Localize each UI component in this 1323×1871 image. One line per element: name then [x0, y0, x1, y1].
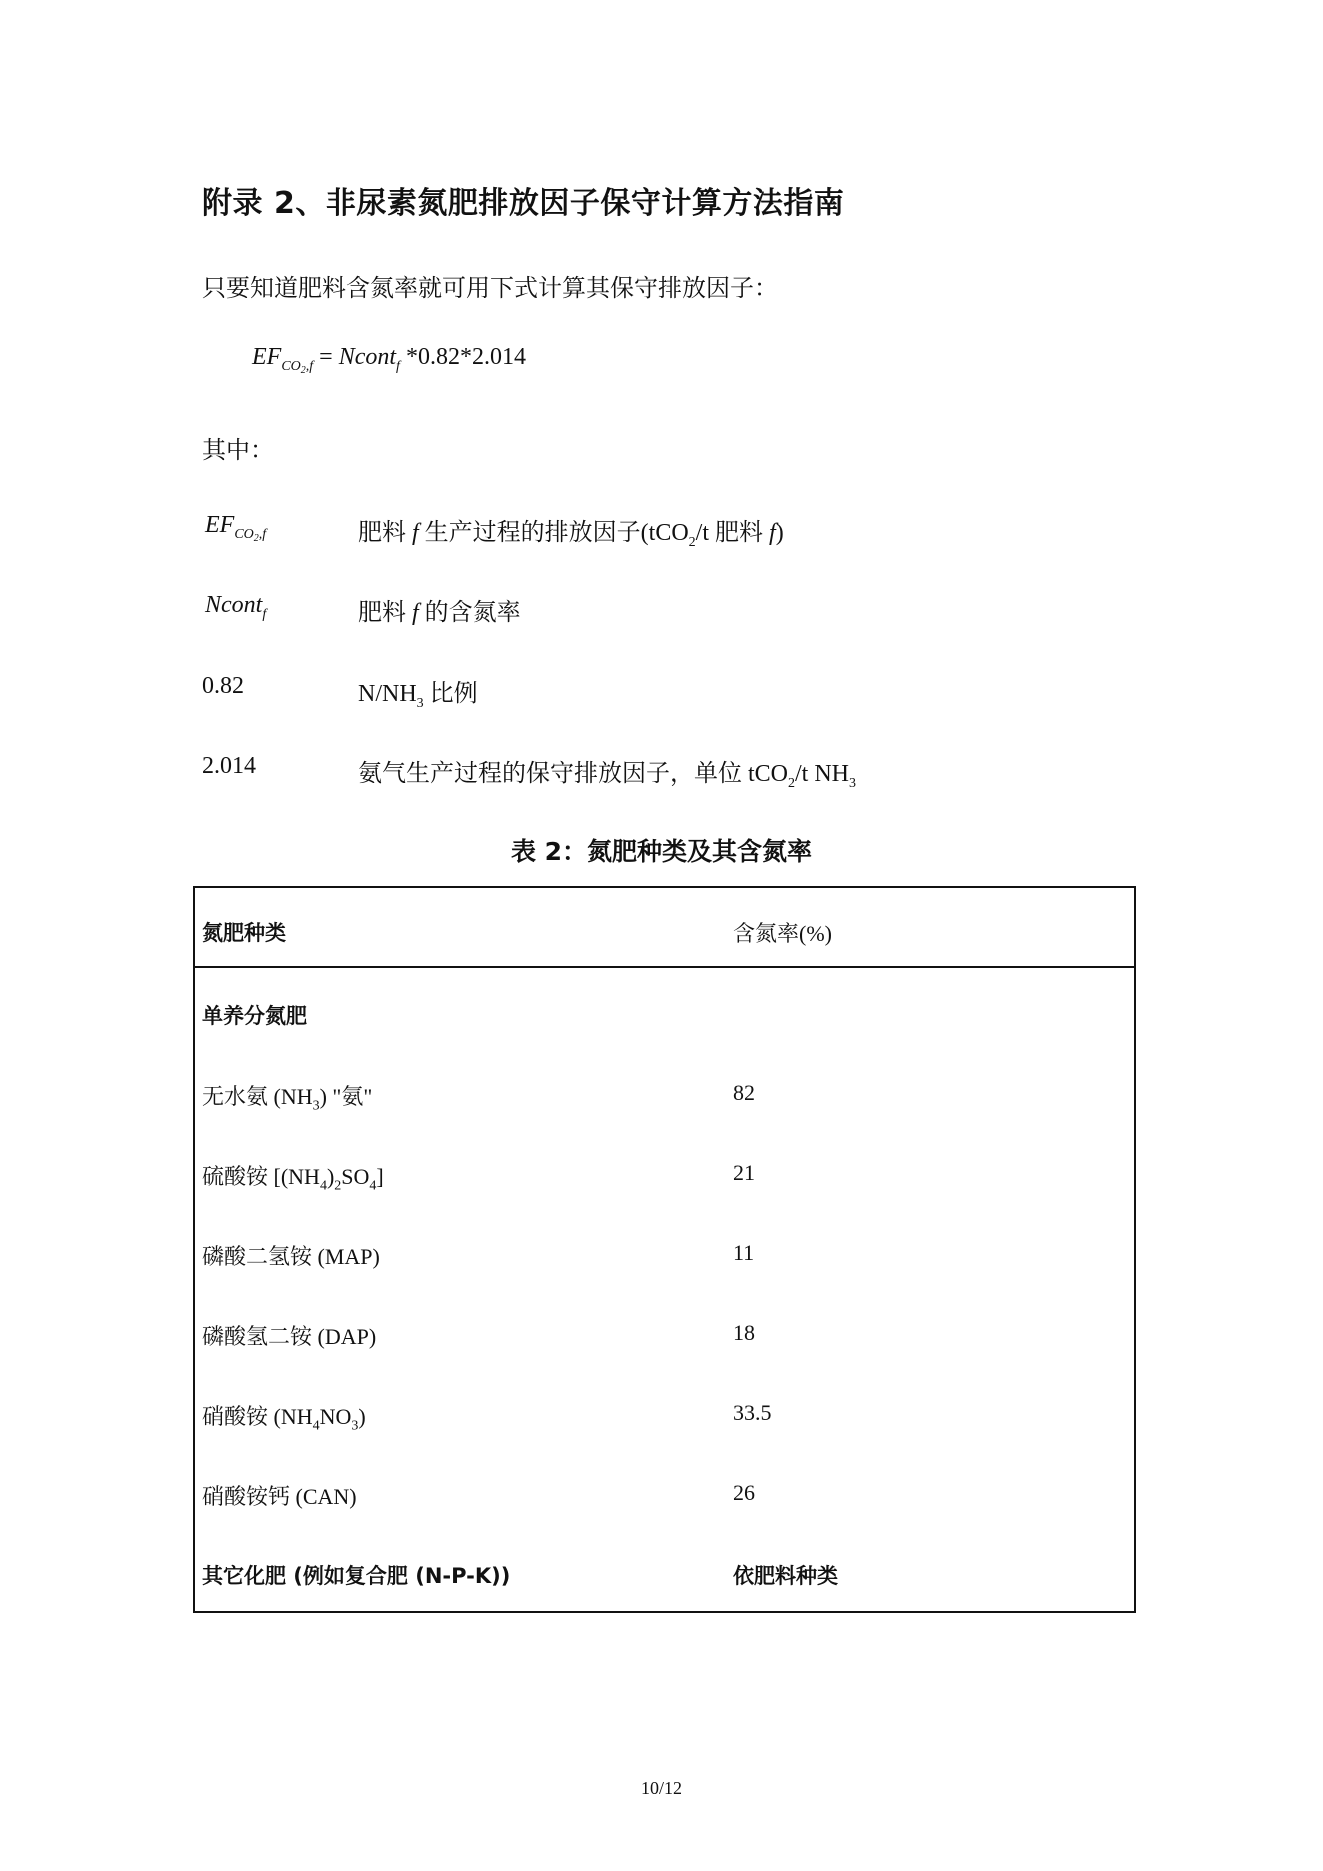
- formula-ef-sub-a: CO: [281, 358, 301, 374]
- table-header-type: 氮肥种类: [202, 921, 286, 945]
- formula-ef: EF: [252, 344, 282, 370]
- def-ratio-description: $N/NH_3$ 比例: [358, 681, 478, 711]
- table-row: 硝酸铵 $(NH_4NO_3)$: [202, 1404, 366, 1434]
- def-ef-description: 肥料 f 生产过程的排放因子(tCO$_2$/t 肥料 f): [358, 520, 784, 550]
- table-row: 磷酸二氢铵 (MAP): [202, 1244, 380, 1269]
- table-cell-value: 21: [733, 1160, 755, 1185]
- def-ncont-symbol: Ncont$_f$: [205, 592, 267, 622]
- formula-ef-sub-b: ,f: [305, 358, 314, 374]
- table-row: 硫酸铵 $[(NH_4)_2SO_4]$: [202, 1164, 384, 1194]
- table-header-rule: [193, 966, 1136, 968]
- table-section-single: 单养分氮肥: [202, 1004, 307, 1028]
- table-cell-value: 82: [733, 1080, 755, 1105]
- table-caption: 表 2：氮肥种类及其含氮率: [510, 837, 813, 866]
- formula-ncont: Ncont: [338, 344, 397, 370]
- table-row: 无水氨 $(NH_3)$ "氨": [202, 1084, 373, 1114]
- formula-ef-sub-num: 2: [300, 364, 306, 376]
- formula-ncont-sub: f: [396, 358, 400, 374]
- emission-formula: [252, 344, 526, 376]
- table-cell-value: 33.5: [733, 1400, 772, 1425]
- page-number: 10/12: [640, 1778, 682, 1798]
- table-cell-value: 18: [733, 1320, 755, 1345]
- def-ncont-description: 肥料 f 的含氮率: [358, 600, 521, 626]
- table-row: 磷酸氢二铵 (DAP): [202, 1324, 377, 1349]
- table-header-rate: 含氮率(%): [733, 921, 832, 946]
- table-cell-value: 26: [733, 1480, 755, 1505]
- table-row-other: 其它化肥 (例如复合肥 (N-P-K)): [202, 1564, 511, 1588]
- def-ratio-symbol: 0.82: [202, 673, 244, 699]
- table-row: 硝酸铵钙 (CAN): [202, 1484, 357, 1509]
- where-label: 其中：: [202, 436, 274, 464]
- table-cell-value-other: 依肥料种类: [733, 1564, 838, 1588]
- def-ef-symbol: $EF_{CO_2,f}$: [205, 512, 267, 544]
- page-title: 附录 2、非尿素氮肥排放因子保守计算方法指南: [202, 186, 845, 221]
- formula-eq: =: [313, 344, 339, 370]
- formula-constants: *0.82*2.014: [399, 344, 526, 370]
- def-nh3-description: 氨气生产过程的保守排放因子，单位 tCO$_2$/t $NH_3$: [358, 761, 857, 791]
- table-cell-value: 11: [733, 1240, 755, 1265]
- intro-text: 只要知道肥料含氮率就可用下式计算其保守排放因子：: [202, 274, 778, 302]
- def-nh3-symbol: 2.014: [202, 753, 256, 779]
